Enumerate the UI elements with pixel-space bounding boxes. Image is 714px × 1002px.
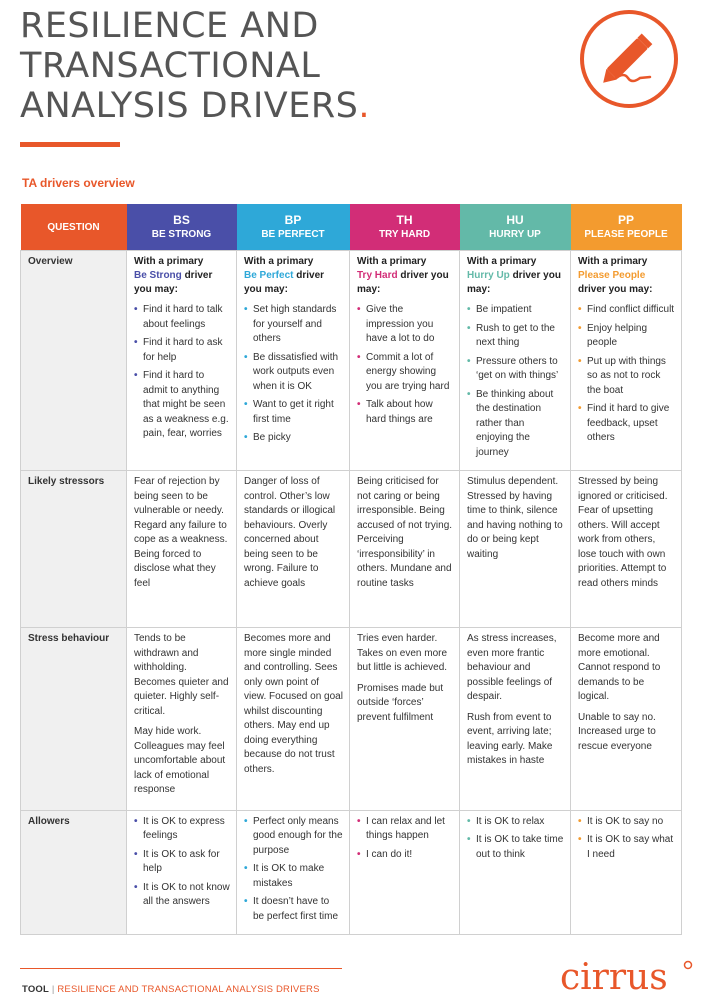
allowers-cell [350,810,460,935]
item-text: Find it hard to admit to anything that might be seen as a weakness e.g. pain, fear, worries [143,370,229,439]
intro-driver: Please People [578,270,646,281]
item-text: Be picky [253,432,291,443]
stress-behaviour-cell [237,628,350,811]
intro-pre: With a primary [244,256,314,267]
cell-text: May hide work. Colleagues may feel uncomfortable about lack of emotional response [134,726,226,795]
list-item: • Be dissatisfied with work outputs even when it is OK [244,351,339,392]
item-text: Find it hard to ask for help [143,337,223,363]
list-item: • Want to get it right first time [244,399,334,425]
allowers-list [244,815,343,925]
overview-cell [571,251,682,471]
list-item: • I can do it! [357,848,413,860]
intro-pre: With a primary [357,256,427,267]
cell-text: Danger of loss of control. Other’s low standards or illogical behaviours. Overly concerned about being seen to be wrong. Failure to achieve goals [244,476,336,589]
item-text: It is OK to express feelings [143,815,225,841]
intro-driver: Be Strong [134,270,182,281]
list-item: • It is OK to relax [467,815,545,827]
stress-behaviour-cell [350,628,460,811]
header-code: BS [173,213,190,227]
list-item: • It is OK to not know all the answers [134,881,230,907]
allowers-list [578,815,675,863]
stress-behaviour-cell [460,628,571,811]
list-item: • Rush to get to the next thing [467,322,555,348]
intro-pre: With a primary [134,256,204,267]
item-text: Perfect only means good enough for the purpose [253,815,343,856]
allowers-cell [571,810,682,935]
cell-text: Tends to be withdrawn and withholding. Becomes quieter and quieter. Highly self-critical. [134,633,229,717]
list-item: • Give the impression you have a lot to do [357,304,435,344]
logo-dot-icon [683,960,693,970]
allowers-list [357,815,453,863]
list-item: • Be impatient [467,304,532,315]
cell-text: Stimulus dependent. Stressed by having time to think, silence and having nothing to do or being kept waiting [467,476,563,560]
overview-cell [350,251,460,471]
list-item: • Talk about how hard things are [357,399,433,425]
overview-intro [357,255,453,297]
footer [22,984,320,995]
allowers-list [134,815,230,910]
stress-behaviour-cell [571,628,682,811]
item-text: Want to get it right first time [253,399,334,425]
cell-text: As stress increases, even more frantic behaviour and possible feelings of despair. [467,633,557,702]
overview-intro [134,255,230,297]
list-item: • Find it hard to admit to anything that might be seen as a weakness e.g. pain, fear, worries [134,370,229,439]
header-name: PLEASE PEOPLE [584,229,668,240]
allowers-cell [237,810,350,935]
row-stress-behaviour [21,628,682,811]
cell-text: Fear of rejection by being seen to be vulnerable or needy. Regard any failure to cope as a weakness. Being forced to disclose what they feel [134,476,228,589]
item-text: I can relax and let things happen [366,815,445,841]
row-label: Overview [21,251,127,471]
title-underline [20,142,120,147]
item-text: Be impatient [476,304,532,315]
list-item: • Pressure others to ‘get on with things’ [467,355,559,381]
footer-rule [20,968,342,969]
row-overview [21,251,682,471]
cell-text: Stressed by being ignored or criticised. Fear of upsetting others. Will accept work from others, lose touch with own priorities. Attempt to read others minds [578,476,668,589]
allowers-cell [127,810,237,935]
overview-intro [578,255,675,297]
item-text: Rush to get to the next thing [476,322,555,348]
cell-text: Being criticised for not caring or being irresponsible. Being accused of not trying. Perceiving ‘irresponsibility’ in others. Mundane and routine tasks [357,476,453,589]
list-item: • It is OK to say no [578,815,664,827]
row-label: Likely stressors [21,471,127,628]
intro-post: driver you may: [467,270,561,295]
overview-cell [127,251,237,471]
title-line-3-text: ANALYSIS DRIVERS [20,86,359,126]
item-text: It is OK to say no [587,815,664,827]
header-question: QUESTION [21,204,127,251]
title-dot: . [358,86,371,126]
list-item: • It is OK to take time out to think [467,834,564,860]
item-text: Commit a lot of energy showing you are trying hard [366,351,450,392]
header-code: BP [284,213,302,227]
cirrus-logo: cirrus [560,957,668,998]
item-text: Find conflict difficult [587,304,675,315]
stressors-cell [460,471,571,628]
header-please-people [571,204,682,251]
list-item: • Find conflict difficult [578,304,675,315]
table-header-row [21,204,682,251]
header-code: TH [396,213,413,227]
item-text: It is OK to take time out to think [476,834,564,860]
cell-text: Becomes more and more single minded and controlling. Sees only own point of view. Focused on goal whilst discounting others. May end up doing everything because do not trust others. [244,633,343,775]
item-text: Set high standards for yourself and others [253,304,337,344]
cell-text: Become more and more emotional. Cannot respond to demands to be logical. [578,633,661,702]
header-code: HU [506,213,524,227]
allowers-list [467,815,564,863]
item-text: It is OK to make mistakes [253,863,325,889]
stress-behaviour-cell [127,628,237,811]
list-item: • Find it hard to talk about feelings [134,304,223,330]
item-text: It is OK to ask for help [143,848,220,874]
header-hurry-up [460,204,571,251]
pencil-icon [578,8,680,110]
stressors-cell [350,471,460,628]
item-text: I can do it! [366,848,413,860]
intro-post: driver you may: [134,270,213,295]
overview-cell [237,251,350,471]
item-text: It doesn’t have to be perfect first time [253,896,339,922]
list-item: • I can relax and let things happen [357,815,445,841]
title-line-2: TRANSACTIONAL [20,46,321,86]
header-be-strong [127,204,237,251]
overview-list [357,303,453,427]
list-item: • Commit a lot of energy showing you are trying hard [357,351,450,392]
list-item: • It doesn’t have to be perfect first time [244,896,339,922]
stressors-cell [237,471,350,628]
cell-text: Unable to say no. Increased urge to rescue everyone [578,711,656,752]
stressors-cell [127,471,237,628]
list-item: • Put up with things so as not to rock the boat [578,355,666,396]
list-item: • It is OK to say what I need [578,834,674,860]
overview-cell [460,251,571,471]
overview-list [244,303,343,446]
item-text: It is OK to not know all the answers [143,881,230,907]
allowers-cell [460,810,571,935]
title-line-3 [20,86,370,126]
item-text: Be thinking about the destination rather than enjoying the journey [476,388,554,458]
overview-list [578,303,675,446]
list-item: • It is OK to express feelings [134,815,225,841]
header-be-perfect [237,204,350,251]
header-name: TRY HARD [378,229,431,240]
cell-text: Promises made but outside ‘forces’ prevent fulfilment [357,682,444,723]
row-allowers [21,810,682,935]
title-line-1: RESILIENCE AND [20,6,319,46]
page-title [20,6,370,126]
header-try-hard [350,204,460,251]
intro-driver: Try Hard [357,270,398,281]
footer-text: RESILIENCE AND TRANSACTIONAL ANALYSIS DRIVERS [57,984,320,995]
overview-list [467,303,564,460]
overview-intro [244,255,343,297]
item-text: Be dissatisfied with work outputs even when it is OK [253,351,339,392]
item-text: It is OK to relax [476,815,545,827]
list-item: • It is OK to ask for help [134,848,220,874]
list-item: • Find it hard to ask for help [134,337,223,363]
footer-separator: | [51,984,55,995]
overview-intro [467,255,564,297]
header-code: PP [617,213,634,227]
section-subtitle: TA drivers overview [22,176,135,190]
item-text: Pressure others to ‘get on with things’ [476,355,559,381]
intro-post: driver you may: [244,270,325,295]
intro-driver: Hurry Up [467,270,510,281]
intro-post: driver you may: [357,270,449,295]
item-text: It is OK to say what I need [587,834,674,860]
footer-tool: TOOL [22,984,50,995]
item-text: Put up with things so as not to rock the boat [587,355,666,396]
item-text: Talk about how hard things are [366,399,433,425]
row-label: Allowers [21,810,127,935]
header-name: BE PERFECT [261,229,325,240]
list-item: • It is OK to make mistakes [244,863,325,889]
header-name: BE STRONG [151,229,212,240]
row-label: Stress behaviour [21,628,127,811]
intro-post: driver you may: [578,284,653,295]
list-item: • Be thinking about the destination rather than enjoying the journey [467,388,554,458]
overview-list [134,303,230,442]
header-name: HURRY UP [489,229,541,240]
item-text: Find it hard to talk about feelings [143,304,223,330]
intro-driver: Be Perfect [244,270,294,281]
ta-drivers-table [20,204,682,935]
item-text: Enjoy helping people [587,322,648,348]
item-text: Find it hard to give feedback, upset others [587,403,670,443]
list-item: • Find it hard to give feedback, upset others [578,403,670,443]
list-item: • Enjoy helping people [578,322,648,348]
row-likely-stressors [21,471,682,628]
stressors-cell [571,471,682,628]
cell-text: Tries even harder. Takes on even more but little is achieved. [357,633,448,673]
intro-pre: With a primary [467,256,537,267]
list-item: • Set high standards for yourself and others [244,304,337,344]
intro-pre: With a primary [578,256,648,267]
cell-text: Rush from event to event, arriving late; leaving early. Make mistakes in haste [467,711,553,766]
list-item: • Perfect only means good enough for the purpose [244,815,343,856]
item-text: Give the impression you have a lot to do [366,304,435,344]
list-item: • Be picky [244,432,291,443]
